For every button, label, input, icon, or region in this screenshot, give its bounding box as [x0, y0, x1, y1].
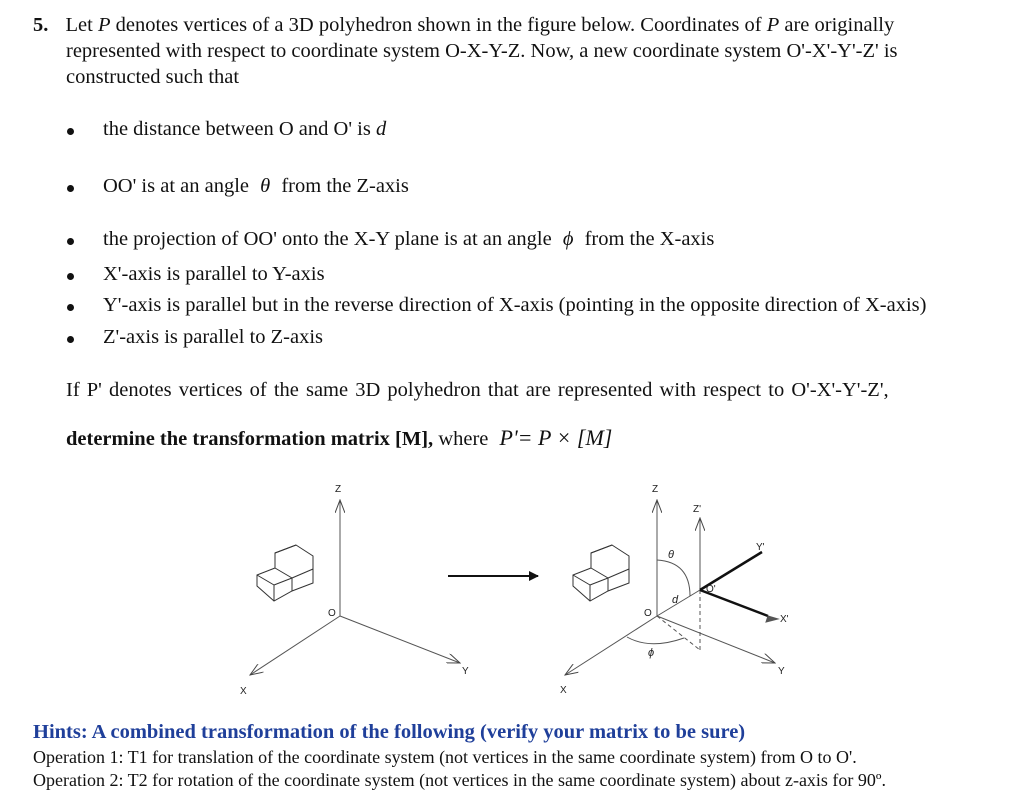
bullet-dot: [67, 128, 74, 135]
bullet-item: Y'-axis is parallel but in the reverse direction of X-axis (pointing in the opposite direction of X-axis): [103, 294, 927, 316]
d-label: d: [672, 594, 679, 606]
question-intro-line3: constructed such that: [66, 66, 240, 88]
bullet-dot: [67, 185, 74, 192]
projection-line: [657, 616, 700, 650]
right-z-label: Z: [652, 484, 659, 495]
bullet-item: OO' is at an angle θ from the Z-axis: [103, 175, 409, 197]
theta-label: θ: [668, 549, 674, 561]
left-z-label: Z: [335, 484, 342, 495]
left-x-axis: [250, 616, 340, 675]
hint-operation-1: Operation 1: T1 for translation of the coordinate system (not vertices in the same coordinate system) from O to O'.: [33, 747, 857, 767]
formula: P'= P × [M]: [499, 425, 613, 450]
hints-title: Hints: A combined transformation of the following (verify your matrix to be sure): [33, 721, 746, 743]
z-prime-label: Z': [693, 504, 702, 515]
oo-prime-line: [657, 590, 700, 616]
question-number: 5.: [33, 14, 49, 36]
bullet-item: Z'-axis is parallel to Z-axis: [103, 326, 324, 348]
prompt-line2: determine the transformation matrix [M], where P'= P × [M]: [66, 425, 613, 450]
bullet-item: the distance between O and O' is d: [103, 118, 387, 140]
left-x-label: X: [240, 686, 247, 697]
bullet-item: X'-axis is parallel to Y-axis: [103, 263, 325, 285]
left-y-axis: [340, 616, 460, 663]
prompt-line1: If P' denotes vertices of the same 3D polyhedron that are represented with respect to O'-X'-Y'-Z',: [66, 379, 889, 401]
right-y-axis: [657, 616, 775, 663]
right-x-label: X: [560, 685, 567, 696]
question-intro-line2: represented with respect to coordinate system O-X-Y-Z. Now, a new coordinate system O'-X'-Y'-Z' is: [66, 40, 898, 62]
left-polyhedron: [257, 545, 313, 601]
right-axes: [565, 500, 775, 675]
x-prime-label: X': [780, 614, 789, 625]
left-axes: [250, 500, 460, 675]
question-intro-line1: 5. Let P denotes vertices of a 3D polyhedron shown in the figure below. Coordinates of P are originally: [33, 14, 895, 36]
y-prime-label: Y': [756, 542, 765, 553]
bullet-dot: [67, 273, 74, 280]
right-y-label: Y: [778, 666, 785, 677]
right-origin-label: O: [644, 608, 652, 619]
left-origin-label: O: [328, 608, 336, 619]
bullet-item: the projection of OO' onto the X-Y plane is at an angle ϕ from the X-axis: [103, 228, 715, 250]
right-polyhedron: [573, 545, 629, 601]
phi-label: ϕ: [648, 647, 655, 659]
bullet-dot: [67, 238, 74, 245]
bullet-dot: [67, 336, 74, 343]
theta-arc: [657, 560, 690, 596]
left-y-label: Y: [462, 666, 469, 677]
bullet-dot: [67, 304, 74, 311]
hint-operation-2: Operation 2: T2 for rotation of the coordinate system (not vertices in the same coordinate system) about z-axis for 90º.: [33, 770, 887, 790]
phi-arc: [627, 637, 684, 644]
o-prime-label: O': [706, 584, 716, 595]
figure: [0, 470, 1024, 720]
right-x-axis: [565, 616, 657, 675]
